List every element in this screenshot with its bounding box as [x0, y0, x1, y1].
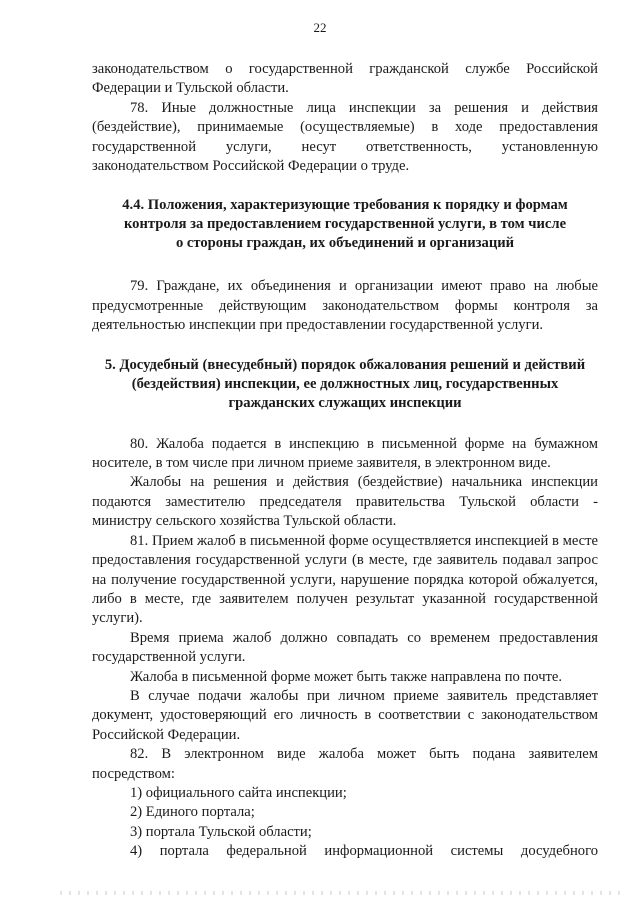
section-heading-4-4	[92, 196, 598, 253]
heading-line: контроля за предоставлением государственной услуги, в том числе	[123, 216, 567, 233]
section-heading-5	[92, 356, 598, 413]
page-number: 22	[313, 20, 327, 35]
paragraph-78: 78. Иные должностные лица инспекции за решения и действия (бездействие), принимаемые (осуществляемые) в ходе предоставления государственной услуги, несут ответственность, установленную законодательством Российской Федерации о труде.	[92, 99, 598, 175]
scan-artifact	[60, 891, 620, 895]
heading-line: (бездействия) инспекции, ее должностных лиц, государственных	[131, 375, 559, 392]
heading-line: гражданских служащих инспекции	[228, 394, 462, 411]
heading-line: 4.4. Положения, характеризующие требования к порядку и формам	[122, 197, 568, 214]
document-body	[92, 60, 598, 862]
paragraph-80: 80. Жалоба подается в инспекцию в письменной форме на бумажном носителе, в том числе при личном приеме заявителя, в электронном виде.	[92, 435, 598, 472]
paragraph-continuation: законодательством о государственной гражданской службе Российской Федерации и Тульской области.	[92, 61, 598, 97]
heading-line: о стороны граждан, их объединений и организаций	[175, 235, 515, 252]
paragraph-81: 81. Прием жалоб в письменной форме осуществляется инспекцией в месте предоставления государственной услуги (в месте, где заявитель подавал запрос на получение государственной услуги, нарушение порядка которой обжалуется, либо в месте, где заявителем получен результат указанной государственной услуги).	[92, 532, 598, 627]
paragraph-personal-reception: В случае подачи жалобы при личном приеме заявитель представляет документ, удостоверяющий его личность в соответствии с законодательством Российской Федерации.	[92, 687, 598, 743]
heading-line: 5. Досудебный (внесудебный) порядок обжалования решений и действий	[104, 356, 586, 373]
list-item: 3) портала Тульской области;	[130, 823, 312, 840]
paragraph-79: 79. Граждане, их объединения и организации имеют право на любые предусмотренные действующим законодательством формы контроля за деятельностью инспекции при предоставлении государственной услуги.	[92, 278, 598, 334]
paragraph-82: 82. В электронном виде жалоба может быть подана заявителем посредством:	[92, 746, 598, 782]
list-item: 1) официального сайта инспекции;	[130, 784, 347, 801]
list-item: 2) Единого портала;	[130, 804, 255, 821]
paragraph-mail: Жалоба в письменной форме может быть также направлена по почте.	[130, 668, 563, 685]
list-item: 4) портала федеральной информационной системы досудебного	[130, 843, 598, 860]
paragraph-reception-time: Время приема жалоб должно совпадать со временем предоставления государственной услуги.	[92, 629, 598, 666]
paragraph-complaints-head: Жалобы на решения и действия (бездействие) начальника инспекции подаются заместителю председателя правительства Тульской области - министру сельского хозяйства Тульской области.	[92, 474, 598, 530]
